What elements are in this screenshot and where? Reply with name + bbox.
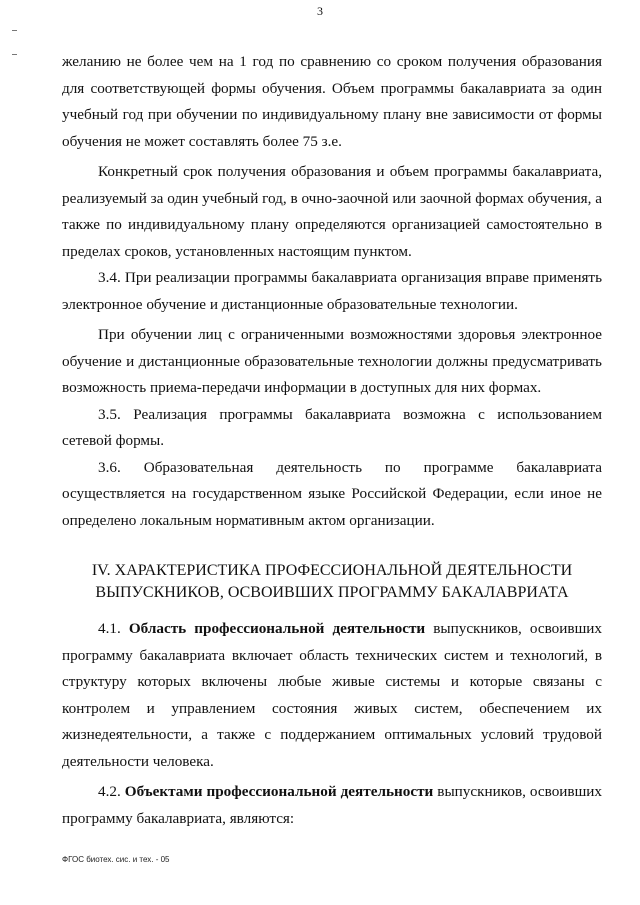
- section-heading-line-2: ВЫПУСКНИКОВ, ОСВОИВШИХ ПРОГРАММУ БАКАЛАВРИАТА: [95, 584, 569, 601]
- document-body: [62, 49, 602, 832]
- paragraph-4-2-number: 4.2.: [98, 783, 121, 800]
- paragraph-continuation: желанию не более чем на 1 год по сравнению со сроком получения образования для соответствующей формы обучения. Объем программы бакалавриата за один учебный год при обучении по индивидуальному плану вне зависимости от формы обучения не может составлять более 75 з.е.: [62, 53, 602, 150]
- paragraph-disabilities: При обучении лиц с ограниченными возможностями здоровья электронное обучение и дистанционные образовательные технологии должны предусматривать возможность приема-передачи информации в доступных для них формах.: [62, 326, 602, 396]
- scan-margin-mark: [12, 30, 17, 31]
- paragraph-4-2-text: выпускников, освоивших программу бакалавриата, являются:: [62, 783, 603, 827]
- paragraph-3-4: 3.4. При реализации программы бакалавриата организация вправе применять электронное обучение и дистанционные образовательные технологии.: [62, 269, 602, 313]
- footer-document-code: ФГОС биотех. сис. и тех. - 05: [62, 855, 170, 864]
- paragraph-4-1-number: 4.1.: [98, 620, 121, 637]
- paragraph-4-1: [62, 616, 602, 775]
- paragraph-3-6: 3.6. Образовательная деятельность по программе бакалавриата осуществляется на государственном языке Российской Федерации, если иное не определено локальным нормативным актом организации.: [62, 458, 602, 529]
- scan-margin-mark: [12, 54, 17, 55]
- paragraph-4-2: [62, 779, 602, 832]
- page-number: 3: [317, 4, 323, 18]
- paragraph-4-1-text: выпускников, освоивших программу бакалавриата включает область технических систем и технологий, в структуру которых включены любые живые системы и которые связаны с контролем и управлением состояния живых систем, обеспечением их жизнедеятельности, а также с поддержанием оптимальных условий трудовой деятельности человека.: [62, 620, 602, 770]
- paragraph-4-1-bold-term: Область профессиональной деятельности: [128, 620, 426, 637]
- section-heading: [62, 560, 602, 604]
- section-heading-line-1: IV. ХАРАКТЕРИСТИКА ПРОФЕССИОНАЛЬНОЙ ДЕЯТЕЛЬНОСТИ: [91, 562, 573, 579]
- paragraph-4-2-bold-term: Объектами профессиональной деятельности: [124, 783, 434, 800]
- paragraph-3-5: 3.5. Реализация программы бакалавриата возможна с использованием сетевой формы.: [62, 405, 602, 449]
- paragraph-term-volume: Конкретный срок получения образования и объем программы бакалавриата, реализуемый за один учебный год, в очно-заочной или заочной формах обучения, а также по индивидуальному плану определяются организацией самостоятельно в пределах сроков, установленных настоящим пунктом.: [62, 163, 602, 260]
